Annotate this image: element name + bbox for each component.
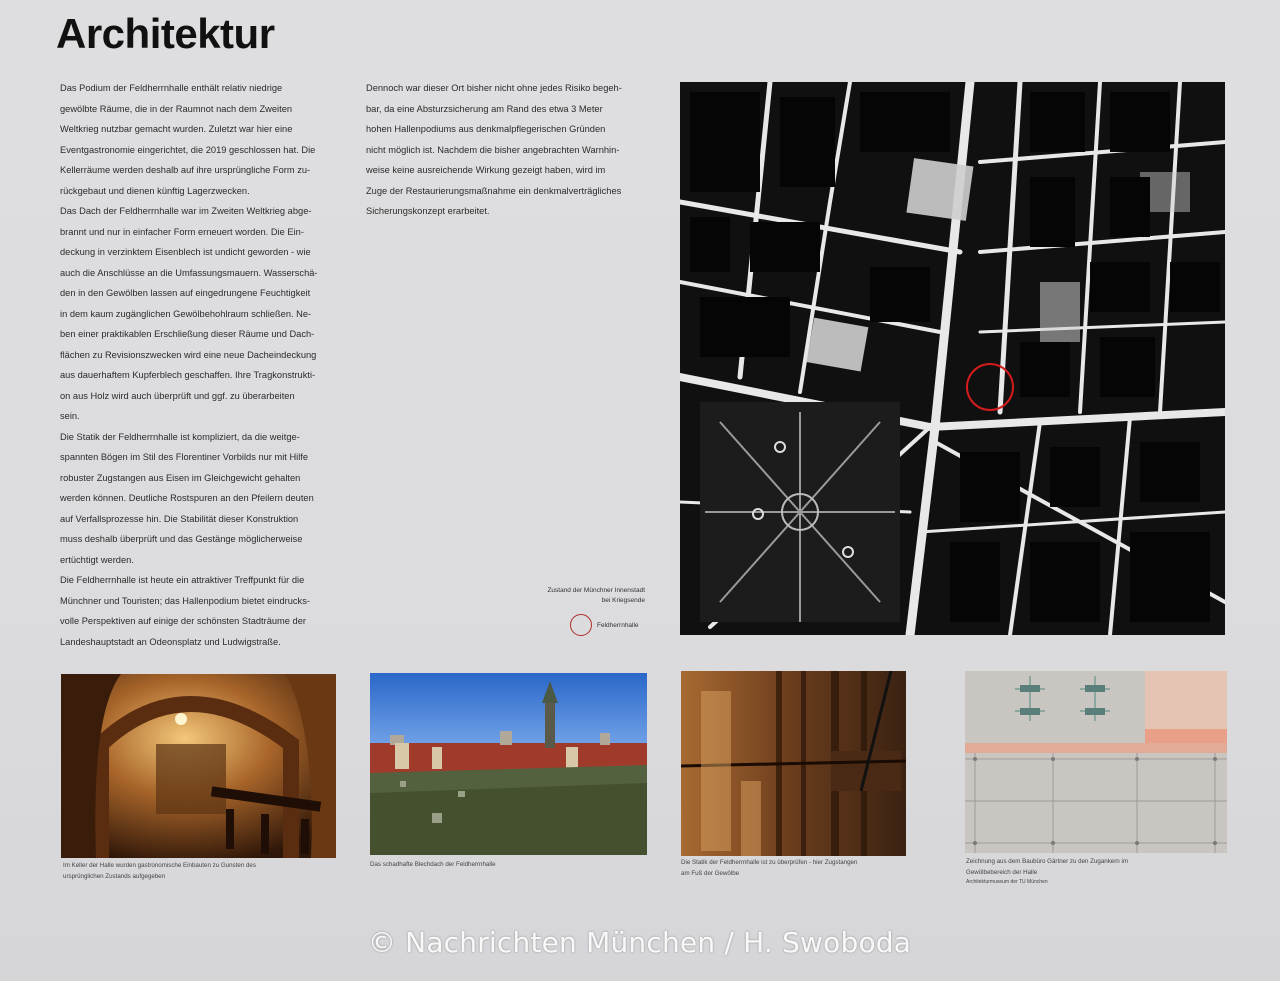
text-line: den in den Gewölben lassen auf eingedrungene Feuchtigkeit — [60, 288, 311, 298]
text-line: Landeshauptstadt an Odeonsplatz und Ludwigstraße. — [60, 636, 281, 647]
text-line: deckung in verzinktem Eisenblech ist undicht geworden - wie — [60, 247, 311, 257]
text-line: Dennoch war dieser Ort bisher nicht ohne jedes Risiko begeh- — [366, 83, 622, 93]
text-line: muss deshalb überprüft und das Gestänge möglicherweise — [60, 534, 303, 544]
text-column-left — [60, 78, 335, 652]
aerial-caption — [500, 586, 645, 606]
photo-roof — [370, 673, 647, 855]
feldherrnhalle-marker — [966, 363, 1014, 411]
aerial-photo — [680, 82, 1225, 635]
text-line: Die Feldherrnhalle ist heute ein attraktiver Treffpunkt für die — [60, 575, 305, 585]
caption-line: ursprünglichen Zustands aufgegeben — [63, 872, 166, 880]
text-line: Das Podium der Feldherrnhalle enthält relativ niedrige — [60, 83, 283, 93]
text-line: ben einer praktikablen Erschließung dieser Räume und Dach- — [60, 329, 315, 339]
text-line: on aus Holz wird auch überprüft und ggf. zu überarbeiten — [60, 390, 295, 401]
text-line: volle Perspektiven auf einige der schönsten Stadträume der — [60, 616, 306, 626]
text-line: rückgebaut und dienen künftig Lagerzwecken. — [60, 185, 250, 196]
text-line: flächen zu Revisionszwecken wird eine neue Dacheindeckung — [60, 349, 317, 360]
caption-line: am Fuß der Gewölbe — [681, 869, 740, 877]
text-line: Weltkrieg nutzbar gemacht wurden. Zuletzt war hier eine — [60, 124, 293, 134]
text-line: hohen Hallenpodiums aus denkmalpflegerischen Gründen — [366, 124, 606, 134]
legend-label: Feldherrnhalle — [597, 621, 639, 629]
text-line: Kellerräume werden deshalb auf ihre ursprüngliche Form zu- — [60, 165, 311, 175]
photo-column — [681, 671, 906, 856]
photo-caption — [63, 861, 333, 882]
text-line: Das Dach der Feldherrnhalle war im Zweiten Weltkrieg abge- — [60, 206, 312, 216]
photo-caption — [681, 858, 906, 879]
text-line: auch die Anschlüsse an die Umfassungsmauern. Wasserschä- — [60, 267, 318, 278]
caption-line: Gewölbebereich der Halle — [966, 868, 1038, 876]
text-line: aus dauerhaftem Kupferblech geschaffen. Ihre Tragkonstrukti- — [60, 370, 316, 380]
text-line: robuster Zugstangen aus Eisen im Gleichgewicht gehalten — [60, 472, 301, 483]
text-line: in dem kaum zugänglichen Gewölbehohlraum schließen. Ne- — [60, 308, 312, 319]
text-line: brannt und nur in einfacher Form erneuert worden. Die Ein- — [60, 226, 304, 237]
text-line: Sicherungskonzept erarbeitet. — [366, 206, 490, 216]
caption-line: Im Keller der Halle wurden gastronomische Einbauten zu Gunsten des — [63, 862, 256, 869]
watermark-text: © Nachrichten München / H. Swoboda — [367, 926, 912, 959]
legend-circle-icon — [570, 614, 592, 636]
caption-source: Architekturmuseum der TU München — [966, 879, 1048, 885]
text-line: Zuge der Restaurierungsmaßnahme ein denkmalverträgliches — [366, 185, 622, 196]
text-line: nicht möglich ist. Nachdem die bisher angebrachten Warnhin- — [366, 144, 620, 155]
text-line: sein. — [60, 411, 80, 421]
text-line: bar, da eine Absturzsicherung am Rand des etwa 3 Meter — [366, 103, 603, 114]
map-legend — [570, 614, 639, 636]
text-line: werden können. Deutliche Rostspuren an den Pfeilern deuten — [60, 493, 314, 503]
text-column-middle — [366, 78, 656, 222]
caption-line: Zeichnung aus dem Baubüro Gärtner zu den Zugankern im — [966, 858, 1128, 865]
text-line: gewölbte Räume, die in der Raumnot nach dem Zweiten — [60, 103, 293, 114]
caption-line: Die Statik der Feldherrnhalle ist zu überprüfen - hier Zugstangen — [681, 859, 858, 866]
aerial-caption-line: bei Kriegsende — [601, 597, 645, 604]
page-title: Architektur — [56, 10, 275, 57]
copyright-watermark — [0, 926, 1280, 959]
text-line: Die Statik der Feldherrnhalle ist kompliziert, da die weitge- — [60, 431, 300, 442]
technical-drawing — [965, 671, 1227, 853]
photo-cellar — [61, 674, 336, 858]
text-line: ertüchtigt werden. — [60, 554, 134, 565]
text-line: weise keine ausreichende Wirkung gezeigt haben, wird im — [366, 165, 606, 175]
text-line: Münchner und Touristen; das Hallenpodium bietet eindrucks- — [60, 595, 310, 606]
text-line: Eventgastronomie eingerichtet, die 2019 geschlossen hat. Die — [60, 144, 316, 155]
aerial-caption-line: Zustand der Münchner Innenstadt — [547, 587, 645, 594]
photo-caption: Das schadhafte Blechdach der Feldherrnhalle — [370, 861, 496, 868]
text-line: auf Verfallsprozesse hin. Die Stabilität dieser Konstruktion — [60, 513, 299, 524]
text-line: spannten Bögen im Stil des Florentiner Vorbilds nur mit Hilfe — [60, 452, 309, 462]
photo-caption — [966, 857, 1226, 887]
